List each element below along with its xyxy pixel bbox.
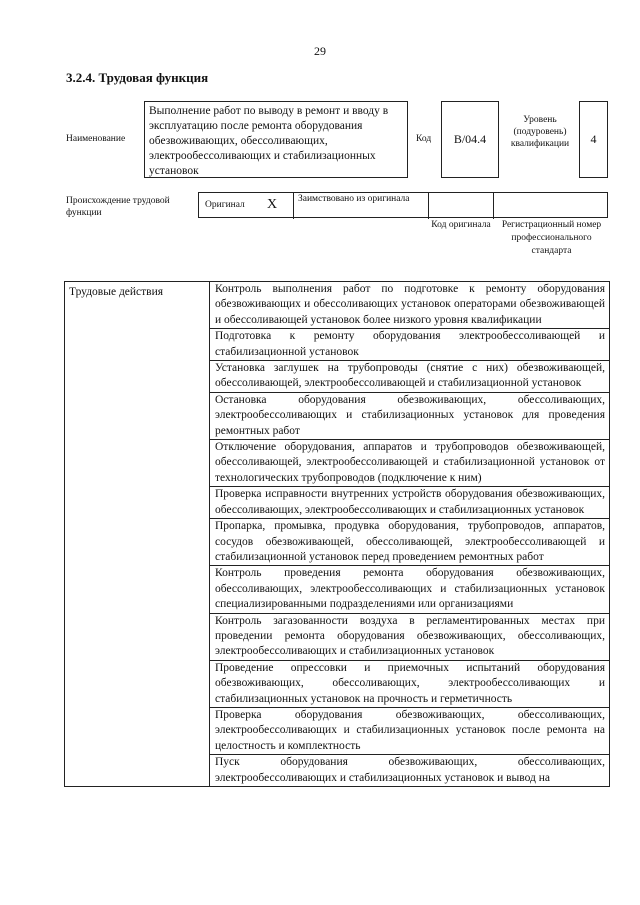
labor-actions-table [64,281,610,787]
reg-number-caption: Регистрационный номер профессионального стандарта [501,220,602,256]
origin-code-cell [429,193,494,219]
labor-actions-label: Трудовые действия [65,282,210,787]
function-name: Выполнение работ по выводу в ремонт и вводу в эксплуатацию после ремонта оборудования обезвоживающих, обессоливающих, электрообессоливающих и стабилизационных установок [144,101,408,178]
original-label: Оригинал [205,200,245,210]
origin-original-cell [199,193,294,219]
borrowed-label: Заимствовано из оригинала [298,194,410,204]
function-code: B/04.4 [441,101,499,178]
labor-action-item: Установка заглушек на трубопроводы (снятие с них) обезвоживающей, обессоливающей, электрообессоливающей и стабилизационной установок [210,361,610,393]
labor-action-item: Контроль загазованности воздуха в регламентированных местах при проведении ремонта оборудования обезвоживающих, обессоливающих, электрообессоливающих и стабилизационных установок [210,613,610,660]
labor-action-item: Контроль проведения ремонта оборудования обезвоживающих, обессоливающих, электрообессоливающих и стабилизационных установок специализированными подразделениями или организациями [210,566,610,613]
labor-action-item: Проверка исправности внутренних устройств оборудования обезвоживающих, обессоливающих, электрообессоливающих и стабилизационных установок [210,487,610,519]
labor-action-item: Контроль выполнения работ по подготовке к ремонту оборудования обезвоживающих и обессоливающих установок операторами обезвоживающей и обессоливающей установок более низкого уровня квалификации [210,282,610,329]
page-number: 29 [314,44,326,58]
labor-action-item: Пропарка, промывка, продувка оборудования, трубопроводов, аппаратов, сосудов обезвоживающей, обессоливающей, электрообессоливающей и стабилизационной установок перед проведением ремонтных работ [210,519,610,566]
qualification-level: 4 [579,101,608,178]
section-heading: 3.2.4. Трудовая функция [66,70,209,85]
labor-action-item: Проверка оборудования обезвоживающих, обессоливающих, электрообессоливающих и стабилизационных установок после ремонта на целостность и комплектность [210,707,610,754]
original-mark: X [267,197,278,212]
labor-action-item: Остановка оборудования обезвоживающих, обессоливающих, электрообессоливающих и стабилизационных установок для проведения ремонтных работ [210,392,610,439]
origin-row [198,192,608,218]
labor-action-item: Подготовка к ремонту оборудования электрообессоливающей и стабилизационной установок [210,329,610,361]
name-label: Наименование [66,134,126,144]
table-row [65,282,610,329]
qualification-level-label: Уровень (подуровень) квалификации [510,115,570,149]
labor-action-item: Отключение оборудования, аппаратов и трубопроводов обезвоживающей, обессоливающей, электрообессоливающей и стабилизационной установок от технологических трубопроводов (подключение к ним) [210,440,610,487]
code-original-caption: Код оригинала [431,220,491,230]
origin-label: Происхождение трудовой функции [66,196,170,218]
origin-reg-number-cell [494,193,609,219]
labor-action-item: Пуск оборудования обезвоживающих, обессоливающих, электрообессоливающих и стабилизационных установок и вывод на [210,755,610,787]
labor-action-item: Проведение опрессовки и приемочных испытаний оборудования обезвоживающих, обессоливающих, электрообессоливающих и стабилизационных установок на прочность и герметичность [210,660,610,707]
code-label: Код [416,134,432,144]
origin-borrowed-cell [294,193,429,219]
